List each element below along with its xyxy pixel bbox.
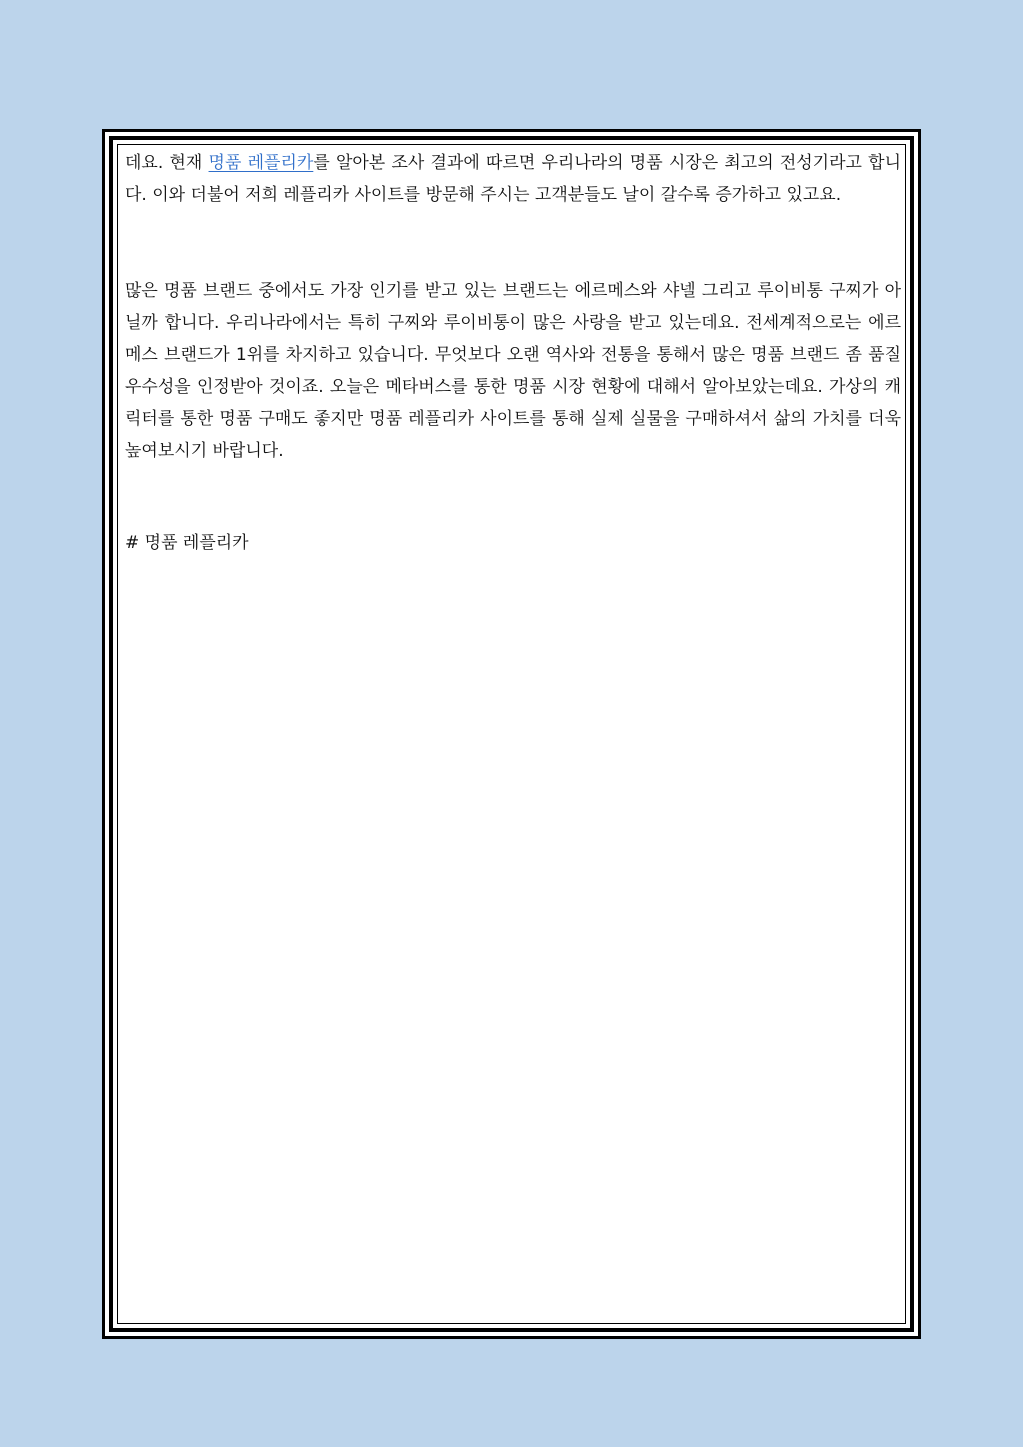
paragraph-intro	[125, 147, 901, 211]
paragraph-intro-lead: 데요. 현재	[125, 153, 209, 173]
hashtag: # 명품 레플리카	[125, 533, 249, 553]
replica-link[interactable]: 명품 레플리카	[208, 153, 314, 173]
paragraph-brands: 많은 명품 브랜드 중에서도 가장 인기를 받고 있는 브랜드는 에르메스와 샤넬 그리고 루이비통 구찌가 아닐까 합니다. 우리나라에서는 특히 구찌와 루이비통이 많은 사랑을 받고 있는데요. 전세계적으로는 에르메스 브랜드가 1위를 차지하고 있습니다. 무엇보다 오랜 역사와 전통을 통해서 많은 명품 브랜드 좀 품질 우수성을 인정받아 것이죠. 오늘은 메타버스를 통한 명품 시장 현황에 대해서 알아보았는데요. 가상의 캐릭터를 통한 명품 구매도 좋지만 명품 레플리카 사이트를 통해 실제 실물을 구매하셔서 삶의 가치를 더욱 높여보시기 바랍니다.	[125, 281, 901, 461]
paragraph-intro-rest: 를 알아본 조사 결과에 따르면 우리나라의 명품 시장은 최고의 전성기라고 합니다. 이와 더불어 저희 레플리카 사이트를 방문해 주시는 고객분들도 날이 갈수록 증가하고 있고요.	[125, 153, 902, 205]
document-body	[125, 147, 901, 559]
document-page	[102, 129, 921, 1339]
